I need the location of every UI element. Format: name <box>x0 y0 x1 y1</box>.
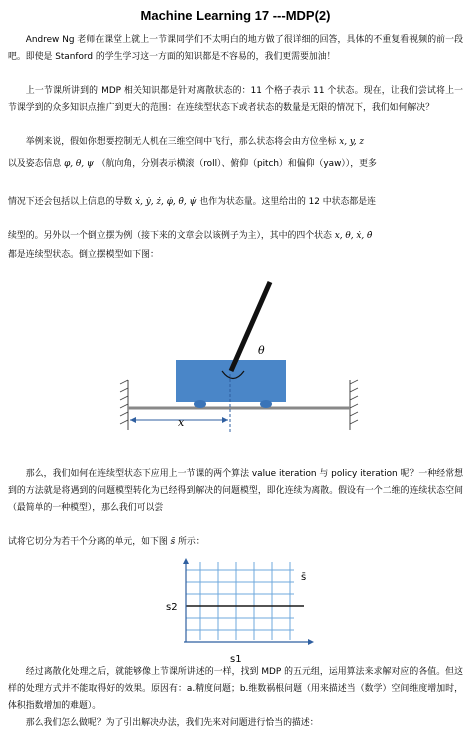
s1-label: s1 <box>230 654 242 665</box>
x-label: x <box>178 416 185 429</box>
paragraph-intro: Andrew Ng 老师在课堂上就上一节课同学们不太明白的地方做了很详细的回答，具体的不重复看视频的前一段吧。即使是 Stanford 的学生学习这一方面的知识都是不容易的，我们更需要加油！ <box>8 35 463 62</box>
grid-lines <box>186 562 294 640</box>
example-text-f: 续型的。另外以一个倒立摆为例（接下来的文章会以该例子为主），其中的四个状态 <box>8 231 332 241</box>
x-axis-arrowhead <box>308 639 314 645</box>
paragraph-example-line2 <box>8 156 463 173</box>
paragraph-example-line5: 都是连续型状态。倒立摆模型如下图： <box>8 250 159 260</box>
right-wall <box>350 380 358 430</box>
right-wheel <box>260 400 272 408</box>
x-arrow-left-head <box>130 417 136 423</box>
y-axis-arrowhead <box>183 558 189 564</box>
example-text-b: 以及姿态信息 <box>8 159 62 169</box>
example-text-d: 情况下还会包括以上信息的导数 <box>8 197 133 207</box>
example-text-c: （航向角，分别表示横滚（roll）、俯仰（pitch）和偏仰（yaw）），更多 <box>96 159 377 169</box>
pendulum-states: x, θ, ẋ, θ̇ <box>334 231 373 241</box>
left-wheel <box>194 400 206 408</box>
paragraph-discrete-states: 上一节课所讲到的 MDP 相关知识都是针对离散状态的：11 个格子表示 11 个状态。现在，让我们尝试将上一节课学到的众多知识点推广到更大的范围：在连续型状态下或者状态的数量是无限的情况下，我们如何解决？ <box>8 86 463 113</box>
grid-intro-text: 试将它切分为若干个分离的单元，如下图 <box>8 537 168 547</box>
x-arrow-right-head <box>222 417 228 423</box>
grid-intro-end: 所示： <box>177 537 205 547</box>
left-wall <box>120 380 128 430</box>
paragraph-example-line3 <box>8 194 463 211</box>
s-bar-symbol: s̄ <box>170 537 176 547</box>
theta-label: θ <box>258 344 265 357</box>
page-title: Machine Learning 17 ---MDP(2) <box>140 8 331 23</box>
s-bar-label: s̄ <box>301 572 307 583</box>
paragraph-discretization: 那么，我们如何在连续型状态下应用上一节课的两个算法 value iteration 与 policy iteration 呢？一种经常想到的方法就是将遇到的问题模型转化为已经得到解决的问题模型，即化连续为离散。假设有一个二维的连续状态空间（最简单的一种模型），那么我们可以尝 <box>8 469 463 513</box>
paragraph-problems: 经过离散化处理之后，就能够像上节课所讲述的一样，找到 MDP 的五元组，运用算法来求解对应的各值。但这样的处理方式并不能取得好的效果。原因有：a.精度问题；b.维数祸根问题（用来描述当（数学）空间维度增加时，体积指数增加的难题）。 <box>8 667 463 711</box>
derivative-states: ẋ, ẏ, ż, φ̇, θ̇, ψ̇ <box>135 197 197 207</box>
example-text-e: 也作为状态量。这里给出的 12 中状态都是连 <box>199 197 377 207</box>
paragraph-example-line1 <box>8 134 463 151</box>
paragraph-example-line4 <box>8 228 463 245</box>
s2-label: s2 <box>166 602 178 613</box>
position-coordinates: x, y, z <box>339 137 365 147</box>
attitude-angles: φ, θ, ψ <box>64 159 94 169</box>
pendulum-pole <box>231 282 270 371</box>
discretized-grid-figure <box>164 558 324 666</box>
paragraph-discretization-line2 <box>8 534 463 551</box>
inverted-pendulum-figure <box>118 268 366 438</box>
example-text-a: 举例来说，假如你想要控制无人机在三维空间中飞行，那么状态将会由方位坐标 <box>25 137 337 147</box>
paragraph-next-step: 那么我们怎么做呢？为了引出解决办法，我们先来对问题进行恰当的描述： <box>25 718 319 728</box>
